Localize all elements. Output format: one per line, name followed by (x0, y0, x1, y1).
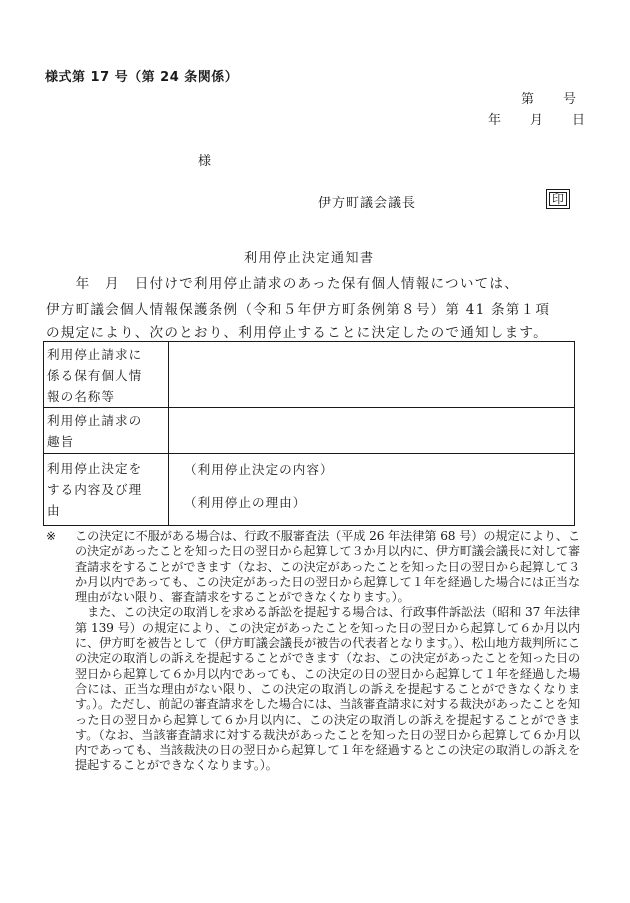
intro-line-2: 伊方町議会個人情報保護条例（令和５年伊方町条例第８号）第 41 条第１項 (46, 302, 551, 318)
document-title: 利用停止決定通知書 (244, 251, 375, 266)
addressee-suffix: 様 (198, 154, 213, 169)
row-value-decision-content (169, 454, 575, 526)
label-line: 利用停止請求の (47, 413, 143, 428)
row-label-info-name (44, 342, 169, 408)
row-value-request-purpose (169, 408, 575, 454)
form-number: 様式第 17 号（第 24 条関係） (45, 70, 239, 85)
label-line: 報の名称等 (47, 389, 115, 404)
decision-table (43, 341, 575, 526)
label-line: 趣旨 (47, 434, 75, 449)
appeal-notice: この決定に不服がある場合は、行政不服審査法（平成 26 年法律第 68 号）の規定により、この決定があったことを知った日の翌日から起算して３か月以内に、伊方町議会議長に対して審査請求をすることができます（なお、この決定があったことを知った日の翌日から起算して３か月以内であっても、この決定があった日の翌日から起算して１年を経過した場合には正当な理由がない限り、審査請求をすることができなくなります。）。 (75, 529, 580, 605)
row-value-info-name (169, 342, 575, 408)
intro-line-3: の規定により、次のとおり、利用停止することに決定したので通知します。 (46, 325, 548, 341)
intro-line-1: 年 月 日付けで利用停止請求のあった保有個人情報については、 (46, 276, 519, 292)
label-line: 係る保有個人情 (47, 368, 143, 383)
notice-section (46, 529, 580, 774)
note-mark: ※ (46, 529, 57, 543)
table-row (44, 342, 575, 408)
document-number: 第 号 (521, 92, 578, 107)
label-line: する内容及び理 (47, 482, 143, 497)
table-row (44, 454, 575, 526)
issuer-title: 伊方町議会議長 (318, 196, 417, 211)
row-label-request-purpose (44, 408, 169, 454)
lawsuit-notice: また、この決定の取消しを求める訴訟を提起する場合は、行政事件訴訟法（昭和 37 年法律第 139 号）の規定により、この決定があったことを知った日の翌日から起算して６か月以内に、伊方町を被告として（伊方町議会議長が被告の代表者となります。）、松山地方裁判所にこの決定の取消しの訴えを提起することができます（なお、この決定があったことを知った日の翌日から起算して６か月以内であっても、この決定の日の翌日から起算して１年を経過した場合には、正当な理由がない限り、この決定の取消しの訴えを提起することができなくなります。）。ただし、前記の審査請求をした場合には、当該審査請求に対する裁決があったことを知った日の翌日から起算して６か月以内に、この決定の取消しの訴えを提起することができます。（なお、当該審査請求に対する裁決があったことを知った日の翌日から起算して６か月以内であっても、当該裁決の日の翌日から起算して１年を経過するとこの決定の取消しの訴えを提起することができなくなります。）。 (75, 605, 580, 773)
label-line: 由 (47, 503, 61, 518)
seal-mark: 印 (546, 189, 570, 209)
date-line: 年 月 日 (488, 113, 587, 128)
decision-reason-label: （利用停止の理由） (184, 495, 307, 510)
decision-content-label: （利用停止決定の内容） (184, 462, 334, 477)
table-row (44, 408, 575, 454)
label-line: 利用停止請求に (47, 347, 143, 362)
label-line: 利用停止決定を (47, 461, 143, 476)
row-label-decision-content (44, 454, 169, 526)
